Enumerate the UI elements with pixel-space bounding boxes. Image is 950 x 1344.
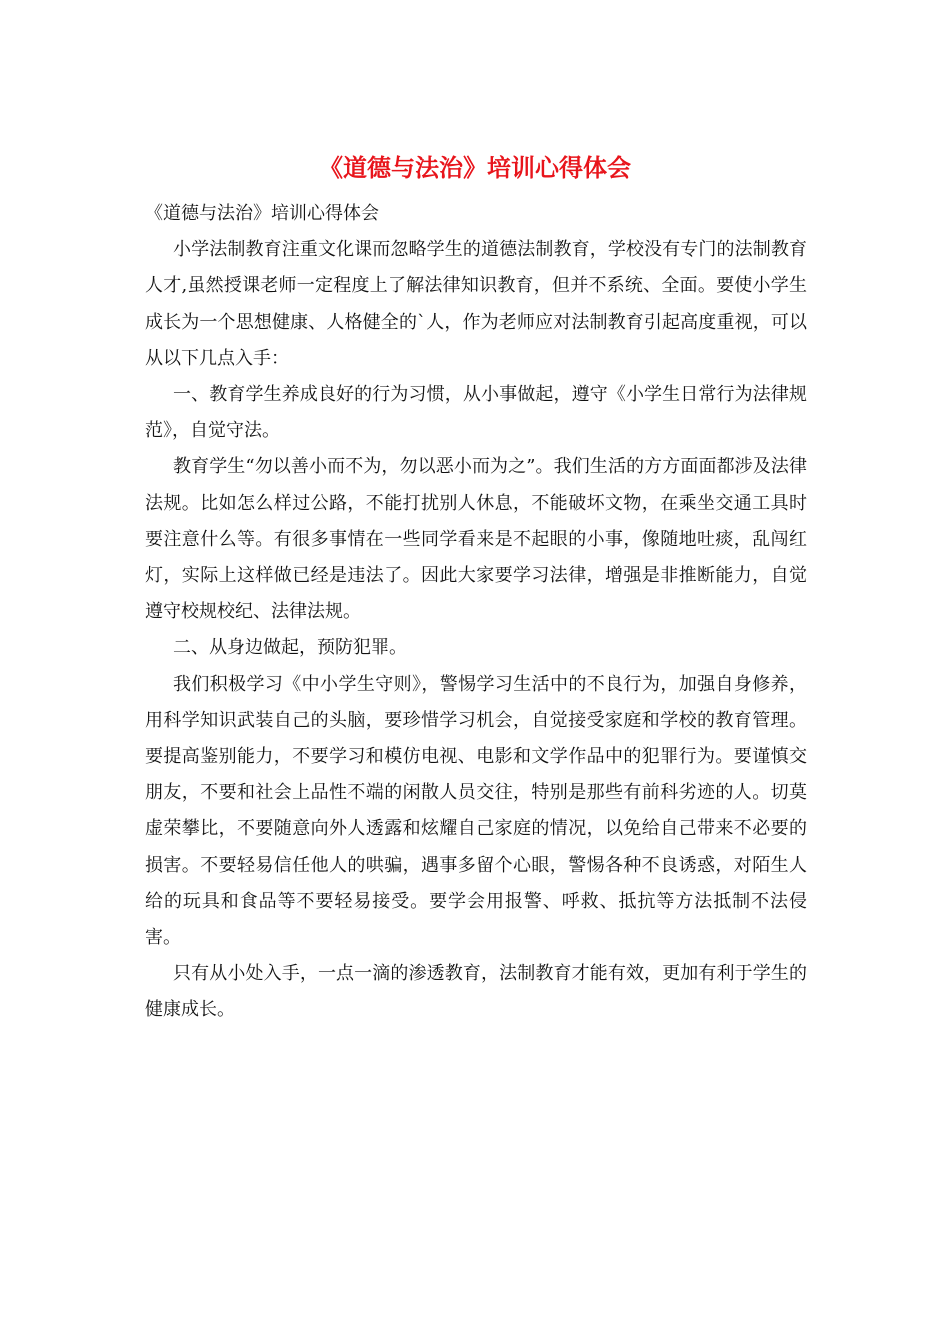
document-body bbox=[145, 196, 807, 1029]
paragraph-conclusion: 只有从小处入手，一点一滴的渗透教育，法制教育才能有效，更加有利于学生的健康成长。 bbox=[145, 963, 807, 1021]
paragraph-point-one-detail: 教育学生“勿以善小而不为，勿以恶小而为之”。我们生活的方方面面都涉及法律法规。比如怎么样过公路，不能打扰别人休息，不能破坏文物，在乘坐交通工具时要注意什么等。有很多事情在一些同学看来是不起眼的小事，像随地吐痰，乱闯红灯，实际上这样做已经是违法了。因此大家要学习法律，增强是非推断能力，自觉遵守校规校纪、法律法规。 bbox=[145, 456, 807, 623]
paragraph-point-one: 一、教育学生养成良好的行为习惯，从小事做起，遵守《小学生日常行为法律规范》，自觉守法。 bbox=[145, 384, 807, 442]
paragraph-point-two: 二、从身边做起，预防犯罪。 bbox=[173, 637, 407, 659]
document-title: 《道德与法治》培训心得体会 bbox=[319, 153, 631, 182]
document-subtitle: 《道德与法治》培训心得体会 bbox=[145, 203, 379, 224]
paragraph-point-two-detail: 我们积极学习《中小学生守则》，警惕学习生活中的不良行为，加强自身修养，用科学知识武装自己的头脑，要珍惜学习机会，自觉接受家庭和学校的教育管理。要提高鉴别能力，不要学习和模仿电视、电影和文学作品中的犯罪行为。要谨慎交朋友，不要和社会上品性不端的闲散人员交往，特别是那些有前科劣迹的人。切莫虚荣攀比，不要随意向外人透露和炫耀自己家庭的情况，以免给自己带来不必要的损害。不要轻易信任他人的哄骗，遇事多留个心眼，警惕各种不良诱惑，对陌生人给的玩具和食品等不要轻易接受。要学会用报警、呼救、抵抗等方法抵制不法侵害。 bbox=[145, 673, 807, 949]
paragraph-intro: 小学法制教育注重文化课而忽略学生的道德法制教育，学校没有专门的法制教育人才,虽然授课老师一定程度上了解法律知识教育，但并不系统、全面。要使小学生成长为一个思想健康、人格健全的`人，作为老师应对法制教育引起高度重视，可以从以下几点入手： bbox=[145, 239, 807, 369]
